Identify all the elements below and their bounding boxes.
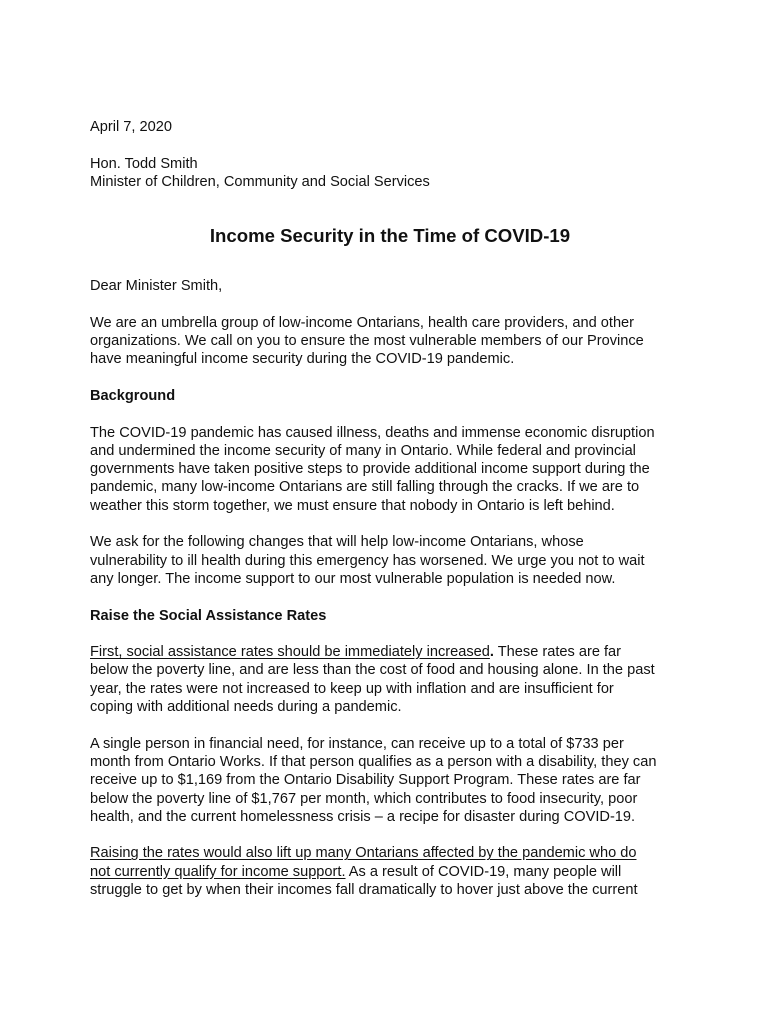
background-paragraph-2: We ask for the following changes that will help low-income Ontarians, whose vulnerability to ill health during this emergency has worsened. We urge you not to wait any longer. The income support to our most vulnerable population is needed now. [90, 534, 645, 587]
spacer [90, 625, 690, 643]
letter-date: April 7, 2020 [90, 119, 172, 135]
spacer [90, 191, 690, 225]
rates-p3-rest: As a result of COVID-19, many people will struggle to get by when their incomes fall dramatically to hover just above the current [90, 863, 638, 898]
rates-paragraph-2: A single person in financial need, for instance, can receive up to a total of $733 per month from Ontario Works. If that person qualifies as a person with a disability, they can receive up to $1,169 from the Ontario Disability Support Program. These rates are far below the poverty line of $1,767 per month, which contributes to food insecurity, poor health, and the current homelessness crisis – a recipe for disaster during COVID-19. [90, 735, 657, 825]
spacer [90, 295, 690, 313]
rates-paragraph-1 [90, 643, 690, 716]
spacer [90, 405, 690, 423]
rates-paragraph-3 [90, 844, 690, 899]
spacer [90, 588, 690, 606]
spacer [90, 369, 690, 387]
intro-paragraph: We are an umbrella group of low-income Ontarians, health care providers, and other organizations. We call on you to ensure the most vulnerable members of our Province have meaningful income security during the COVID-19 pandemic. [90, 314, 644, 368]
letter-page [90, 118, 690, 899]
recipient-name: Hon. Todd Smith [90, 155, 198, 172]
spacer [90, 716, 690, 734]
spacer [90, 826, 690, 844]
background-paragraph-1: The COVID-19 pandemic has caused illness, deaths and immense economic disruption and undermined the income security of many in Ontario. While federal and provincial governments have taken positive steps to provide additional income support during the pandemic, many low-income Ontarians are still falling through the cracks. If we are to weather this storm together, we must ensure that nobody in Ontario is left behind. [90, 424, 655, 514]
spacer [90, 136, 690, 154]
rates-p3-underlined: Raising the rates would also lift up many Ontarians affected by the pandemic who do not currently qualify for income support. [90, 845, 637, 880]
background-heading: Background [90, 387, 176, 404]
rates-p1-rest: These rates are far below the poverty line, and are less than the cost of food and housing alone. In the past year, the rates were not increased to keep up with inflation and are insufficient for coping with additional needs during a pandemic. [90, 644, 655, 716]
rates-p1-underlined: First, social assistance rates should be immediately increased [90, 644, 490, 661]
spacer [90, 515, 690, 533]
salutation: Dear Minister Smith, [90, 278, 223, 295]
rates-p1-period: . [489, 644, 494, 661]
letter-title: Income Security in the Time of COVID-19 [209, 225, 571, 247]
spacer [90, 247, 690, 277]
recipient-title: Minister of Children, Community and Social Services [90, 173, 430, 190]
rates-heading: Raise the Social Assistance Rates [90, 607, 327, 624]
